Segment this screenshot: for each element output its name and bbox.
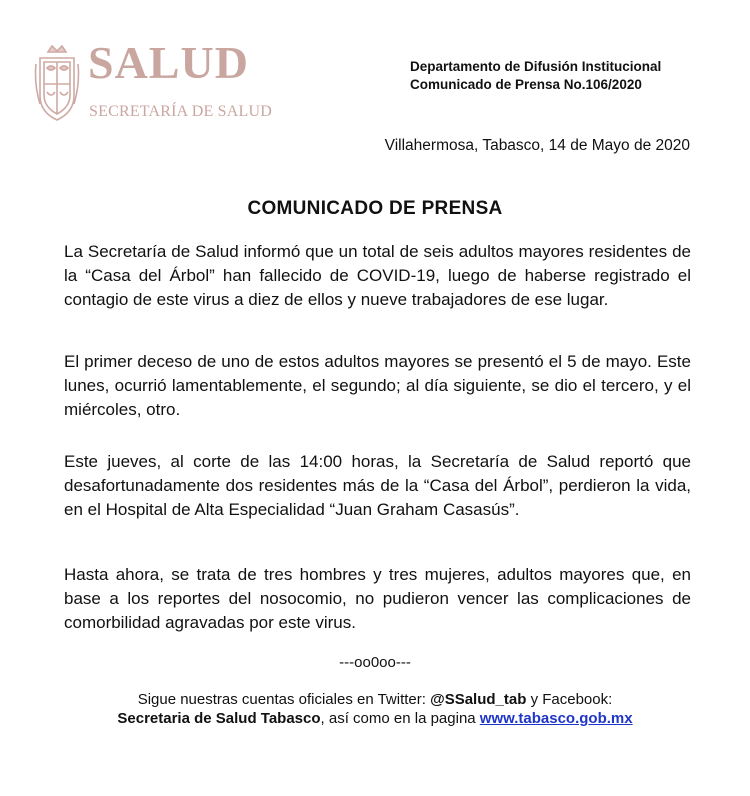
dateline: Villahermosa, Tabasco, 14 de Mayo de 2020 xyxy=(384,137,690,154)
footer-text: , así como en la pagina xyxy=(320,710,480,727)
website-link[interactable]: www.tabasco.gob.mx xyxy=(479,710,633,727)
coat-of-arms-icon xyxy=(34,44,80,124)
document-title: COMUNICADO DE PRENSA xyxy=(247,198,503,219)
paragraph: La Secretaría de Salud informó que un total de seis adultos mayores residentes de la “Casa del Árbol” han fallecido de COVID-19, luego de haberse registrado el contagio de este virus a diez de ellos y nueve trabajadores de ese lugar. xyxy=(64,242,691,309)
footer-text: Sigue nuestras cuentas oficiales en Twitter: xyxy=(137,691,431,708)
paragraph: Hasta ahora, se trata de tres hombres y tres mujeres, adultos mayores que, en base a los reportes del nosocomio, no pudieron vencer las complicaciones de comorbilidad agravadas por este virus. xyxy=(64,565,691,632)
twitter-handle: @SSalud_tab xyxy=(430,691,527,708)
footer-line-2 xyxy=(0,709,750,728)
footer xyxy=(0,690,750,728)
footer-line-1 xyxy=(0,690,750,709)
facebook-name: Secretaria de Salud Tabasco xyxy=(117,710,321,727)
department-info xyxy=(410,58,661,94)
footer-text: y Facebook: xyxy=(526,691,613,708)
brand-name: SALUD xyxy=(88,37,249,88)
department-name: Departamento de Difusión Institucional xyxy=(410,59,662,74)
salud-logo xyxy=(34,37,272,126)
brand-subtitle: SECRETARÍA DE SALUD xyxy=(89,103,272,120)
separator: ---oo0oo--- xyxy=(339,654,411,671)
paragraph: El primer deceso de uno de estos adultos mayores se presentó el 5 de mayo. Este lunes, ocurrió lamentablemente, el segundo; al día siguiente, se dio el tercero, y el miércoles, otro. xyxy=(64,352,691,419)
paragraph: Este jueves, al corte de las 14:00 horas, la Secretaría de Salud reportó que desafortunadamente dos residentes más de la “Casa del Árbol”, perdieron la vida, en el Hospital de Alta Especialidad “Juan Graham Casasús”. xyxy=(64,452,691,519)
release-number: Comunicado de Prensa No.106/2020 xyxy=(410,77,642,92)
